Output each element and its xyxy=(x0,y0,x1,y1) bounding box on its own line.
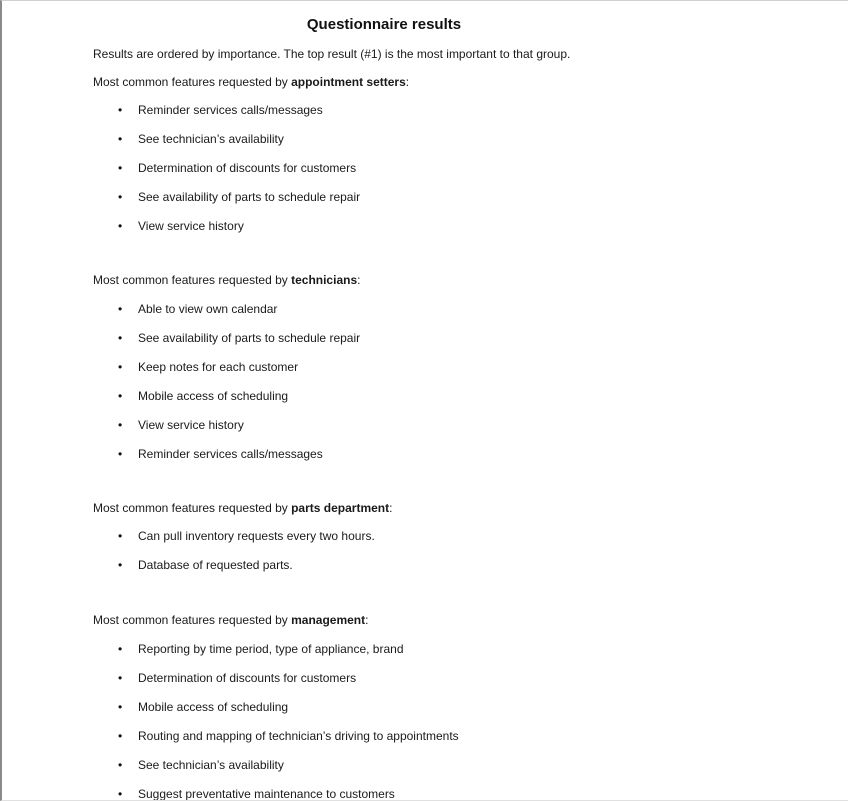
bullet-icon: • xyxy=(118,558,123,572)
bullet-icon: • xyxy=(118,331,123,345)
bullet-icon: • xyxy=(118,671,123,685)
bullet-icon: • xyxy=(118,190,123,204)
group-heading-appointment-setters: Most common features requested by appointment setters: xyxy=(93,75,410,89)
intro-text: Results are ordered by importance. The top result (#1) is the most important to that group. xyxy=(93,47,571,61)
bullet-icon: • xyxy=(118,529,123,543)
document-page: Questionnaire results Results are ordered by importance. The top result (#1) is the most important to that group. Most common features requested by appointment setters: • Reminder services calls/messages • See technician’s availability • Determination of discounts for customers • See availability of parts to schedule repair • View service history Most common features requested by technicians: • Able to view own calendar • See availability of parts to schedule repair • Keep notes for each customer • Mobile access of scheduling • View service history • Reminder services calls/messages Most common features requested by parts department: • Can pull inventory requests every two hours. • Database of requested parts. Most common features requested by management: • Reporting by time period, type of appliance, brand • Determination of discounts for customers • Mobile access of scheduling • Routing and mapping of technician’s driving to appointments • See technician’s availability • Suggest preventative maintenance to customers xyxy=(0,0,848,801)
group-heading-management: Most common features requested by management: xyxy=(93,613,369,627)
bullet-icon: • xyxy=(118,700,123,714)
bullet-icon: • xyxy=(118,787,123,801)
bullet-icon: • xyxy=(118,447,123,461)
group-audience: management xyxy=(291,613,366,627)
bullet-icon: • xyxy=(118,389,123,403)
bullet-icon: • xyxy=(118,302,123,316)
group-audience: technicians xyxy=(291,273,358,287)
bullet-icon: • xyxy=(118,729,123,743)
bullet-icon: • xyxy=(118,642,123,656)
bullet-icon: • xyxy=(118,418,123,432)
group-heading-technicians: Most common features requested by technicians: xyxy=(93,273,361,287)
bullet-icon: • xyxy=(118,103,123,117)
group-heading-parts-department: Most common features requested by parts department: xyxy=(93,501,393,515)
bullet-icon: • xyxy=(118,360,123,374)
bullet-icon: • xyxy=(118,219,123,233)
group-audience: parts department xyxy=(291,501,390,515)
group-audience: appointment setters xyxy=(291,75,406,89)
bullet-icon: • xyxy=(118,758,123,772)
page-title: Questionnaire results xyxy=(306,16,462,33)
bullet-icon: • xyxy=(118,132,123,146)
bullet-icon: • xyxy=(118,161,123,175)
